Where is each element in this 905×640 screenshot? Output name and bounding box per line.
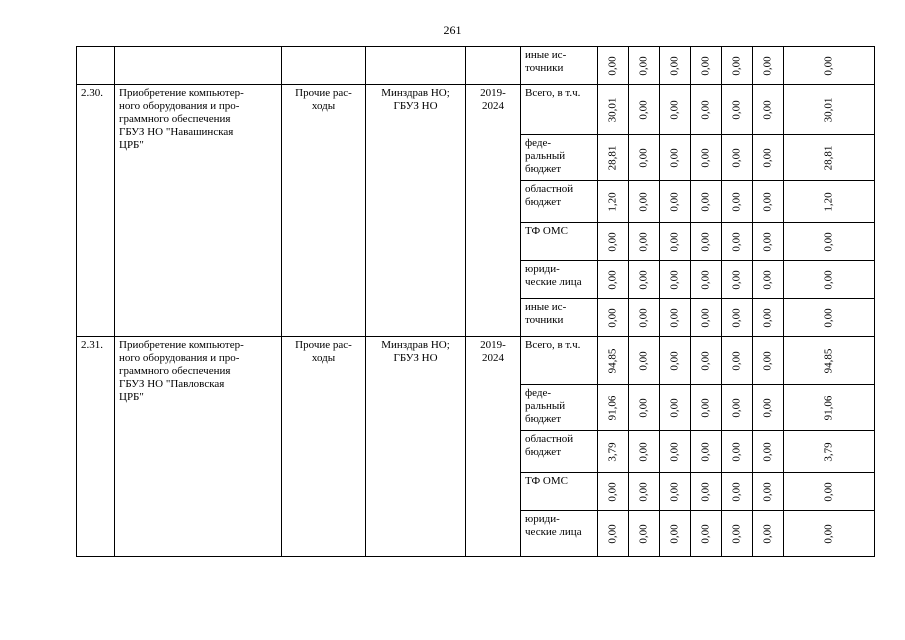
- value-text: 0,00: [668, 99, 681, 120]
- item-number: 2.31.: [77, 337, 115, 557]
- value-text: 30,01: [606, 97, 619, 122]
- value-cell-6: [753, 85, 784, 135]
- value-text: 0,00: [730, 55, 743, 76]
- executor: Минздрав НО; ГБУЗ НО: [366, 337, 466, 557]
- value-text: 30,01: [822, 97, 835, 122]
- funding-source: феде- ральный бюджет: [521, 385, 598, 431]
- value-text: 1,20: [822, 191, 835, 212]
- value-text: 0,00: [637, 231, 650, 252]
- value-cell-4: [691, 473, 722, 511]
- value-cell-6: [753, 299, 784, 337]
- funding-source: иные ис- точники: [521, 47, 598, 85]
- value-cell-1: [598, 473, 629, 511]
- value-cell-2: [629, 223, 660, 261]
- value-cell-7: [784, 261, 875, 299]
- value-cell-1: [598, 223, 629, 261]
- value-text: 91,06: [606, 395, 619, 420]
- funding-source: областной бюджет: [521, 181, 598, 223]
- value-text: 0,00: [699, 397, 712, 418]
- value-cell-4: [691, 431, 722, 473]
- value-text: 0,00: [761, 147, 774, 168]
- value-cell-4: [691, 181, 722, 223]
- value-cell-4: [691, 135, 722, 181]
- value-cell-6: [753, 47, 784, 85]
- value-text: 0,00: [606, 269, 619, 290]
- value-cell-7: [784, 223, 875, 261]
- value-cell-3: [660, 431, 691, 473]
- value-text: 0,00: [668, 231, 681, 252]
- value-cell-7: [784, 299, 875, 337]
- value-cell-7: [784, 473, 875, 511]
- value-cell-6: [753, 135, 784, 181]
- value-cell-5: [722, 299, 753, 337]
- value-text: 0,00: [730, 231, 743, 252]
- value-text: 0,00: [730, 147, 743, 168]
- value-text: 3,79: [822, 441, 835, 462]
- value-text: 0,00: [761, 55, 774, 76]
- value-cell-7: [784, 385, 875, 431]
- value-cell-5: [722, 511, 753, 557]
- value-text: 0,00: [761, 231, 774, 252]
- value-text: 0,00: [637, 269, 650, 290]
- empty-cell: [282, 47, 366, 85]
- value-text: 0,00: [637, 397, 650, 418]
- budget-table: [76, 46, 875, 557]
- funding-source: ТФ ОМС: [521, 223, 598, 261]
- value-text: 0,00: [637, 350, 650, 371]
- funding-source: юриди- ческие лица: [521, 511, 598, 557]
- value-text: 0,00: [668, 269, 681, 290]
- value-text: 91,06: [822, 395, 835, 420]
- value-cell-7: [784, 181, 875, 223]
- executor: Минздрав НО; ГБУЗ НО: [366, 85, 466, 337]
- value-cell-4: [691, 511, 722, 557]
- value-text: 0,00: [822, 231, 835, 252]
- period: 2019- 2024: [466, 337, 521, 557]
- table-body: [77, 47, 875, 557]
- value-cell-3: [660, 47, 691, 85]
- value-cell-2: [629, 431, 660, 473]
- value-text: 0,00: [699, 441, 712, 462]
- value-cell-7: [784, 511, 875, 557]
- value-text: 0,00: [668, 191, 681, 212]
- value-text: 0,00: [822, 269, 835, 290]
- value-cell-5: [722, 261, 753, 299]
- value-cell-6: [753, 385, 784, 431]
- value-cell-3: [660, 511, 691, 557]
- value-text: 0,00: [668, 397, 681, 418]
- value-text: 0,00: [699, 99, 712, 120]
- value-cell-3: [660, 223, 691, 261]
- value-text: 1,20: [606, 191, 619, 212]
- value-text: 0,00: [730, 99, 743, 120]
- value-text: 94,85: [606, 348, 619, 373]
- value-cell-5: [722, 473, 753, 511]
- value-cell-2: [629, 47, 660, 85]
- value-text: 0,00: [699, 307, 712, 328]
- value-cell-1: [598, 337, 629, 385]
- value-cell-5: [722, 135, 753, 181]
- value-cell-3: [660, 261, 691, 299]
- value-text: 0,00: [668, 441, 681, 462]
- value-text: 0,00: [637, 191, 650, 212]
- value-cell-3: [660, 337, 691, 385]
- value-cell-4: [691, 47, 722, 85]
- value-text: 0,00: [822, 481, 835, 502]
- value-cell-5: [722, 85, 753, 135]
- value-cell-2: [629, 181, 660, 223]
- value-cell-2: [629, 511, 660, 557]
- value-text: 0,00: [730, 523, 743, 544]
- value-cell-7: [784, 47, 875, 85]
- empty-cell: [466, 47, 521, 85]
- value-text: 0,00: [699, 481, 712, 502]
- value-cell-2: [629, 261, 660, 299]
- value-text: 0,00: [822, 523, 835, 544]
- table-row: [77, 337, 875, 385]
- value-cell-4: [691, 299, 722, 337]
- value-cell-7: [784, 85, 875, 135]
- value-text: 3,79: [606, 441, 619, 462]
- value-cell-2: [629, 337, 660, 385]
- value-text: 0,00: [606, 231, 619, 252]
- value-cell-4: [691, 261, 722, 299]
- value-text: 0,00: [822, 55, 835, 76]
- value-text: 0,00: [730, 307, 743, 328]
- value-cell-6: [753, 223, 784, 261]
- value-cell-1: [598, 511, 629, 557]
- value-cell-1: [598, 181, 629, 223]
- funding-source: Всего, в т.ч.: [521, 337, 598, 385]
- value-text: 0,00: [761, 191, 774, 212]
- value-cell-5: [722, 385, 753, 431]
- funding-source: иные ис- точники: [521, 299, 598, 337]
- value-cell-2: [629, 299, 660, 337]
- item-number: 2.30.: [77, 85, 115, 337]
- item-name: Приобретение компьютер- ного оборудования и про- граммного обеспечения ГБУЗ НО "Навашинская ЦРБ": [115, 85, 282, 337]
- value-text: 0,00: [761, 269, 774, 290]
- value-cell-6: [753, 431, 784, 473]
- value-cell-5: [722, 47, 753, 85]
- value-cell-7: [784, 135, 875, 181]
- value-text: 0,00: [730, 269, 743, 290]
- value-text: 0,00: [761, 397, 774, 418]
- value-cell-6: [753, 337, 784, 385]
- empty-cell: [77, 47, 115, 85]
- value-cell-2: [629, 473, 660, 511]
- expense-category: Прочие рас- ходы: [282, 85, 366, 337]
- empty-cell: [115, 47, 282, 85]
- expense-category: Прочие рас- ходы: [282, 337, 366, 557]
- value-text: 0,00: [606, 481, 619, 502]
- value-text: 0,00: [699, 191, 712, 212]
- value-text: 0,00: [699, 231, 712, 252]
- value-text: 0,00: [730, 191, 743, 212]
- value-text: 0,00: [637, 441, 650, 462]
- value-cell-2: [629, 385, 660, 431]
- value-text: 0,00: [761, 481, 774, 502]
- value-cell-7: [784, 431, 875, 473]
- value-text: 0,00: [668, 350, 681, 371]
- value-cell-1: [598, 85, 629, 135]
- value-cell-3: [660, 135, 691, 181]
- value-cell-6: [753, 181, 784, 223]
- value-cell-6: [753, 261, 784, 299]
- value-text: 28,81: [822, 145, 835, 170]
- value-text: 0,00: [637, 481, 650, 502]
- value-cell-7: [784, 337, 875, 385]
- value-cell-3: [660, 181, 691, 223]
- funding-source: феде- ральный бюджет: [521, 135, 598, 181]
- value-text: 0,00: [606, 307, 619, 328]
- value-cell-4: [691, 385, 722, 431]
- value-cell-2: [629, 85, 660, 135]
- value-text: 0,00: [761, 350, 774, 371]
- value-cell-6: [753, 473, 784, 511]
- empty-cell: [366, 47, 466, 85]
- value-cell-3: [660, 473, 691, 511]
- value-text: 0,00: [730, 397, 743, 418]
- value-text: 0,00: [637, 55, 650, 76]
- value-cell-5: [722, 181, 753, 223]
- value-text: 0,00: [668, 481, 681, 502]
- value-cell-4: [691, 85, 722, 135]
- value-text: 0,00: [699, 147, 712, 168]
- value-text: 0,00: [730, 441, 743, 462]
- value-text: 0,00: [761, 523, 774, 544]
- value-cell-5: [722, 431, 753, 473]
- item-name: Приобретение компьютер- ного оборудования и про- граммного обеспечения ГБУЗ НО "Павловская ЦРБ": [115, 337, 282, 557]
- value-cell-1: [598, 47, 629, 85]
- page-number: 261: [443, 23, 462, 37]
- value-text: 0,00: [761, 307, 774, 328]
- value-text: 0,00: [668, 523, 681, 544]
- value-cell-1: [598, 431, 629, 473]
- value-text: 94,85: [822, 348, 835, 373]
- value-cell-5: [722, 337, 753, 385]
- value-text: 0,00: [699, 269, 712, 290]
- value-cell-6: [753, 511, 784, 557]
- value-text: 0,00: [730, 481, 743, 502]
- value-cell-2: [629, 135, 660, 181]
- value-text: 0,00: [668, 147, 681, 168]
- value-cell-4: [691, 337, 722, 385]
- funding-source: областной бюджет: [521, 431, 598, 473]
- value-text: 0,00: [637, 99, 650, 120]
- funding-source: юриди- ческие лица: [521, 261, 598, 299]
- value-cell-5: [722, 223, 753, 261]
- table-row: [77, 47, 875, 85]
- value-text: 0,00: [730, 350, 743, 371]
- value-text: 0,00: [668, 307, 681, 328]
- funding-source: ТФ ОМС: [521, 473, 598, 511]
- value-text: 0,00: [699, 55, 712, 76]
- value-text: 0,00: [606, 523, 619, 544]
- value-text: 0,00: [699, 523, 712, 544]
- value-cell-4: [691, 223, 722, 261]
- value-text: 0,00: [699, 350, 712, 371]
- value-cell-1: [598, 135, 629, 181]
- value-cell-1: [598, 261, 629, 299]
- value-text: 0,00: [761, 99, 774, 120]
- value-text: 0,00: [637, 147, 650, 168]
- table-row: [77, 85, 875, 135]
- value-cell-1: [598, 385, 629, 431]
- funding-source: Всего, в т.ч.: [521, 85, 598, 135]
- value-text: 0,00: [637, 523, 650, 544]
- period: 2019- 2024: [466, 85, 521, 337]
- value-cell-3: [660, 299, 691, 337]
- value-text: 0,00: [606, 55, 619, 76]
- value-text: 0,00: [637, 307, 650, 328]
- value-cell-1: [598, 299, 629, 337]
- value-text: 0,00: [668, 55, 681, 76]
- value-cell-3: [660, 385, 691, 431]
- value-cell-3: [660, 85, 691, 135]
- value-text: 28,81: [606, 145, 619, 170]
- value-text: 0,00: [822, 307, 835, 328]
- value-text: 0,00: [761, 441, 774, 462]
